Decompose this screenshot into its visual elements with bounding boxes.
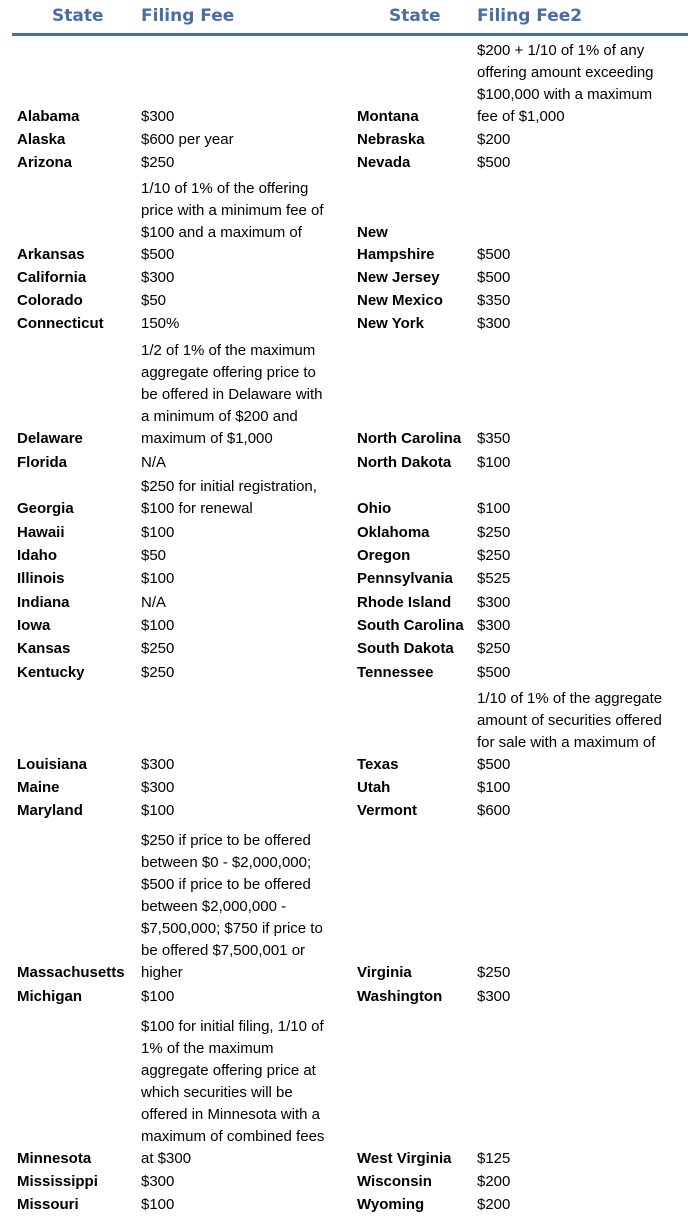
state-name: Texas: [357, 756, 399, 773]
state-name: Virginia: [357, 964, 412, 981]
filing-fee: $100: [141, 570, 175, 587]
state-name: Arizona: [17, 154, 73, 171]
state-name: Minnesota: [17, 1150, 92, 1167]
filing-fee: $500: [477, 269, 511, 286]
state-name: New Mexico: [357, 292, 443, 309]
filing-fee: $300: [141, 269, 175, 286]
state-name: Utah: [357, 779, 391, 796]
state-name: Iowa: [17, 617, 51, 634]
state-name: Alaska: [17, 131, 66, 148]
filing-fee: $250: [141, 664, 175, 681]
filing-fee: $250: [477, 640, 511, 657]
filing-fee: 150%: [141, 315, 180, 332]
filing-fee: $200: [477, 1173, 511, 1190]
state-name: Pennsylvania: [357, 570, 453, 587]
state-name: Florida: [17, 454, 68, 471]
state-name: Wisconsin: [357, 1173, 432, 1190]
state-name: Oklahoma: [357, 524, 430, 541]
filing-fee: 1/10 of 1% of the offering price with a minimum fee of $100 and a maximum of $500: [141, 180, 324, 263]
filing-fee: N/A: [141, 454, 167, 471]
filing-fee: 1/2 of 1% of the maximum aggregate offering price to be offered in Delaware with a minimum of $200 and maximum of $1,000: [141, 342, 323, 447]
filing-fee: $100: [477, 454, 511, 471]
state-name: New Hampshire: [357, 224, 435, 263]
filing-fee: $300: [141, 756, 175, 773]
filing-fee: $200 + 1/10 of 1% of any offering amount exceeding $100,000 with a maximum fee of $1,000: [477, 42, 654, 125]
filing-fee: $100: [141, 524, 175, 541]
state-name: Louisiana: [17, 756, 88, 773]
state-name: South Dakota: [357, 640, 454, 657]
state-name: Missouri: [17, 1196, 79, 1213]
filing-fee: $200: [477, 1196, 511, 1213]
filing-fee: $100: [141, 1196, 175, 1213]
state-name: Tennessee: [357, 664, 434, 681]
filing-fee: $250: [477, 524, 511, 541]
filing-fee: N/A: [141, 594, 167, 611]
state-name: Wyoming: [357, 1196, 425, 1213]
filing-fee: $300: [141, 1173, 175, 1190]
filing-fee: $200: [477, 131, 511, 148]
filing-fee: $300: [141, 779, 175, 796]
state-name: Georgia: [17, 500, 74, 517]
state-name: California: [17, 269, 87, 286]
state-name: Montana: [357, 108, 419, 125]
state-name: Ohio: [357, 500, 392, 517]
filing-fee: $300: [477, 988, 511, 1005]
filing-fee: $300: [141, 108, 175, 125]
filing-fee: $300: [477, 617, 511, 634]
filing-fee: $50: [141, 292, 167, 309]
filing-fee: $100: [477, 500, 511, 517]
filing-fee: $350: [477, 292, 511, 309]
state-name: Delaware: [17, 430, 83, 447]
filing-fee: $100: [141, 802, 175, 819]
filing-fee: $250: [477, 547, 511, 564]
filing-fee: 1/10 of 1% of the aggregate amount of securities offered for sale with a maximum of $500: [477, 690, 663, 773]
state-name: North Dakota: [357, 454, 452, 471]
filing-fee: $500: [477, 664, 511, 681]
filing-fee: $500: [477, 154, 511, 171]
filing-fee: $250: [141, 154, 175, 171]
state-name: Mississippi: [17, 1173, 98, 1190]
filing-fee: $500: [477, 246, 511, 263]
header-fee-left: Filing Fee: [141, 6, 235, 26]
filing-fee: $100: [141, 617, 175, 634]
state-name: Nebraska: [357, 131, 425, 148]
state-name: Arkansas: [17, 246, 85, 263]
filing-fee: $100: [141, 988, 175, 1005]
header-state-left: State: [52, 6, 104, 26]
filing-fee: $100: [477, 779, 511, 796]
state-name: Vermont: [357, 802, 418, 819]
state-name: New Jersey: [357, 269, 440, 286]
filing-fee: $250: [141, 640, 175, 657]
state-name: Alabama: [17, 108, 80, 125]
filing-fee: $600: [477, 802, 511, 819]
state-name: Idaho: [17, 547, 57, 564]
filing-fee: $250: [477, 964, 511, 981]
filing-fee: $600 per year: [141, 131, 234, 148]
filing-fee: $525: [477, 570, 511, 587]
filing-fee: $300: [477, 594, 511, 611]
state-name: New York: [357, 315, 424, 332]
filing-fee: $300: [477, 315, 511, 332]
state-name: Washington: [357, 988, 443, 1005]
filing-fee: $250 for initial registration, $100 for renewal: [141, 478, 317, 517]
state-name: Rhode Island: [357, 594, 452, 611]
filing-fee: $50: [141, 547, 167, 564]
state-name: Illinois: [17, 570, 65, 587]
filing-fee: $100 for initial filing, 1/10 of 1% of the maximum aggregate offering price at which securities will be offered in Minnesota with a maximum of combined fees at $300: [141, 1018, 325, 1167]
state-name: Indiana: [17, 594, 70, 611]
state-name: Maryland: [17, 802, 83, 819]
header-state-right: State: [389, 6, 441, 26]
state-name: Massachusetts: [17, 964, 125, 981]
header-fee-right: Filing Fee2: [477, 6, 583, 26]
state-name: South Carolina: [357, 617, 464, 634]
filing-fee: $250 if price to be offered between $0 - $2,000,000; $500 if price to be offered between $2,000,000 - $7,500,000; $750 if price to be offered $7,500,001 or higher: [141, 832, 323, 981]
state-name: Maine: [17, 779, 60, 796]
state-name: Oregon: [357, 547, 411, 564]
state-name: Colorado: [17, 292, 83, 309]
state-name: Hawaii: [17, 524, 65, 541]
filing-fee: $350: [477, 430, 511, 447]
state-name: Michigan: [17, 988, 83, 1005]
state-name: Connecticut: [17, 315, 104, 332]
state-name: Kansas: [17, 640, 71, 657]
state-name: West Virginia: [357, 1150, 452, 1167]
filing-fee: $125: [477, 1150, 511, 1167]
state-name: Kentucky: [17, 664, 85, 681]
state-name: Nevada: [357, 154, 411, 171]
state-name: North Carolina: [357, 430, 462, 447]
